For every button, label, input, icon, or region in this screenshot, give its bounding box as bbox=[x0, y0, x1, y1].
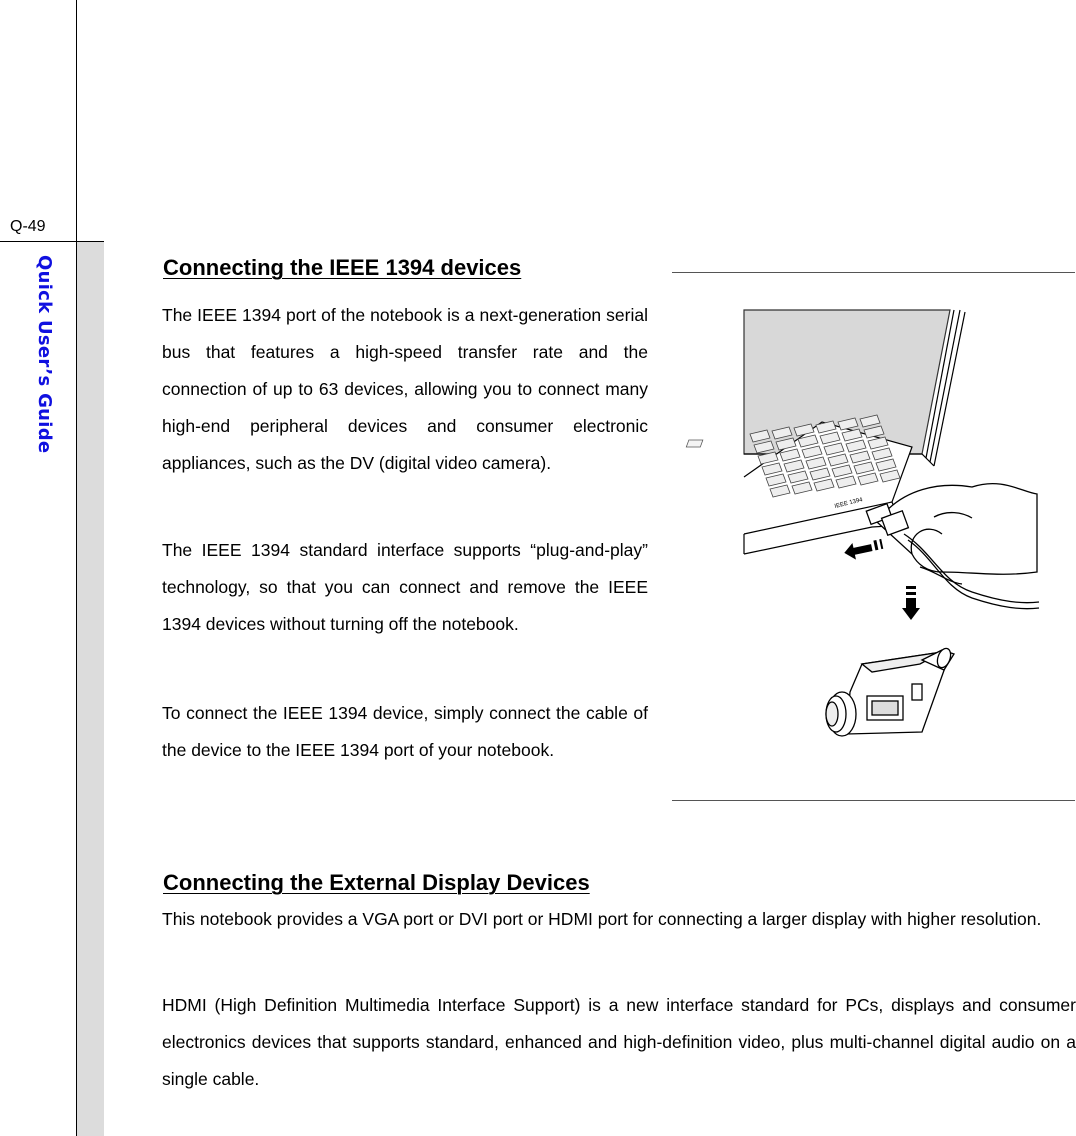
section-1-paragraph-2: The IEEE 1394 standard interface supports “plug-and-play” technology, so that you can connect and remove the IEEE 1394 devices without turning off the notebook. bbox=[162, 540, 648, 634]
figure-bottom-rule bbox=[672, 800, 1075, 801]
section-2-heading: Connecting the External Display Devices bbox=[163, 870, 590, 895]
port-label: IEEE 1394 bbox=[834, 497, 864, 510]
section-2-paragraph-1: This notebook provides a VGA port or DVI port or HDMI port for connecting a larger display with higher resolution. bbox=[162, 909, 1042, 929]
laptop-camera-illustration bbox=[672, 272, 1075, 802]
side-title: Quick User’s Guide bbox=[34, 255, 55, 454]
section-2-paragraph-2: HDMI (High Definition Multimedia Interface Support) is a new interface standard for PCs, displays and consumer electronics devices that supports standard, enhanced and high-definition video, plus multi-channel digital audio on a single cable. bbox=[162, 995, 1076, 1089]
page-number: Q-49 bbox=[10, 218, 46, 235]
ieee1394-figure bbox=[672, 272, 1075, 802]
section-1-paragraph-3: To connect the IEEE 1394 device, simply connect the cable of the device to the IEEE 1394 port of your notebook. bbox=[162, 703, 648, 760]
side-band bbox=[77, 242, 104, 1136]
section-1-heading: Connecting the IEEE 1394 devices bbox=[163, 255, 522, 280]
section-1-paragraph-1: The IEEE 1394 port of the notebook is a next-generation serial bus that features a high-speed transfer rate and the connection of up to 63 devices, allowing you to connect many high-end peripheral devices and consumer electronic appliances, such as the DV (digital video camera). bbox=[162, 305, 648, 473]
